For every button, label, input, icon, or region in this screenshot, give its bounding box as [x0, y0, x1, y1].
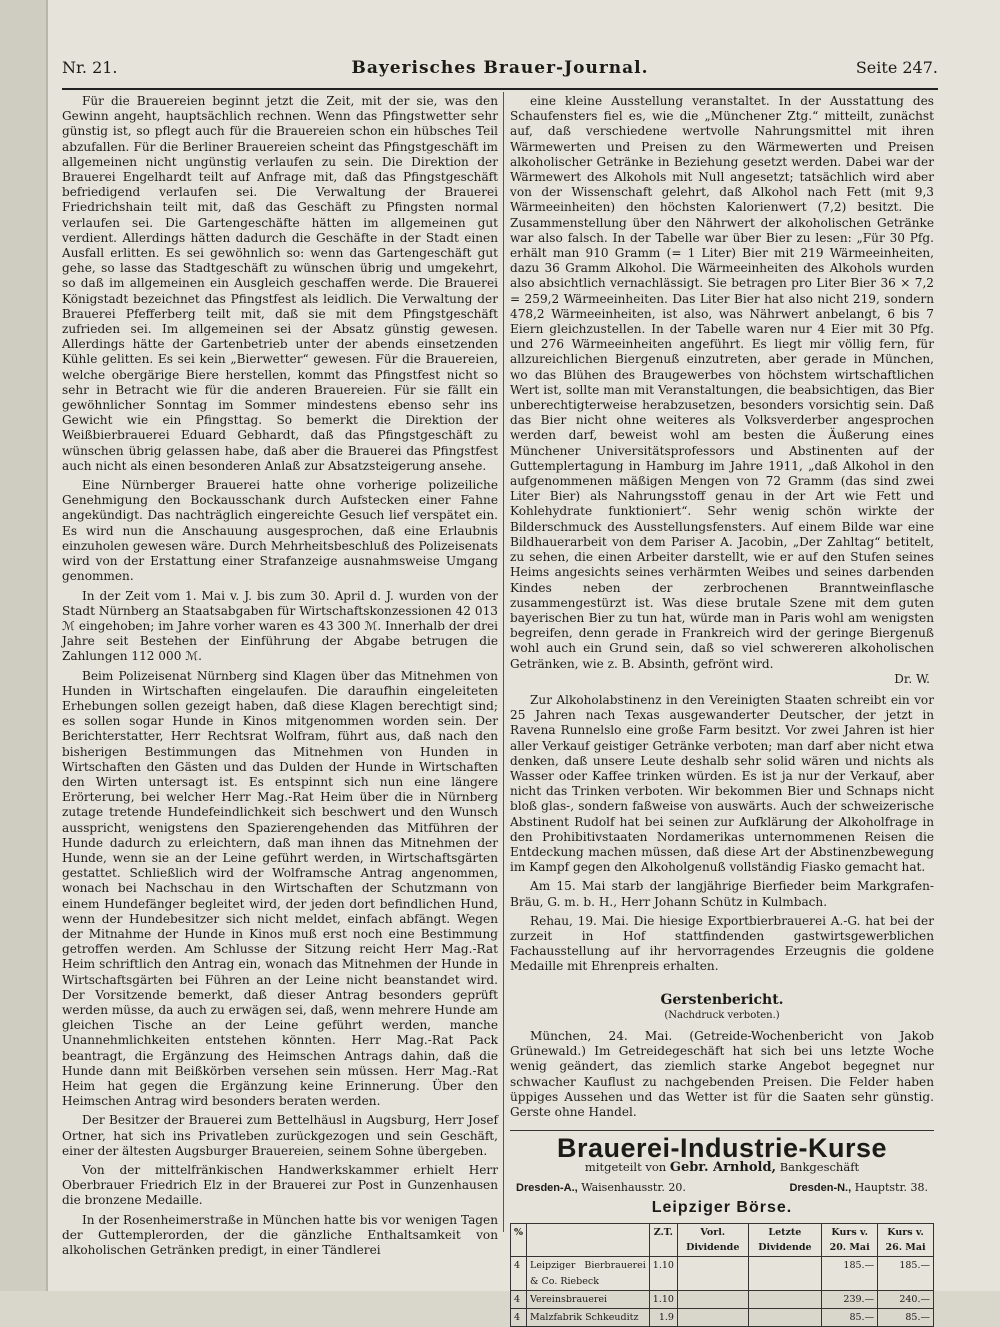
table-row	[511, 1290, 934, 1308]
cell-letzte	[748, 1257, 822, 1290]
cell-vorl	[677, 1290, 748, 1308]
paragraph-dogs-in-taverns: Beim Polizeisenat Nürnberg sind Klagen über das Mitnehmen von Hunden in Wirtschaften eingelaufen. Die daraufhin eingeleiteten Erhebungen sollen gezeigt haben, daß diese Klagen berechtigt sind; es sollen sogar Hunde in Kinos mitgenommen worden sein. Der Berichterstatter, Herr Rechtsrat Wolfram, führt aus, daß nach den bisherigen Bestimmungen das Mitnehmen von Hunden in Wirtschaften den Gästen und das Dulden der Hunde in Wirtschaften den Wirten untersagt ist. Es entspinnt sich nun eine längere Erörterung, bei welcher Herr Mag.-Rat Heim über die in Nürnberg zutage tretende Hundefeindlichkeit sich beschwert und den Wunsch ausspricht, wenigstens den Spazierengehenden das Mitführen der Hunde dadurch zu erleichtern, daß man ihnen das Mitnehmen der Hunde, wenn sie an der Leine geführt werden, in Wirtschaftsgärten gestattet. Schließlich wird der Wolframsche Antrag angenommen, wonach bei Nachschau in den Wirtschaften der Schutzmann von einem Hundefänger begleitet wird, der jeden dort befindlichen Hund, wenn der Hundebesitzer sich nicht meldet, einfach abfängt. Wegen der Mitnahme der Hunde in Kinos muß erst noch eine Bestimmung getroffen werden. Am Schlusse der Sitzung reicht Herr Mag.-Rat Heim schriftlich den Antrag ein, wonach das Mitnehmen der Hunde in Wirtschaftsgärten bei Führen an der Leine nicht beanstandet wird. Der Vorsitzende bemerkt, daß dieser Antrag besonders geprüft werden müsse, da auch zu erwägen sei, daß, wenn mehrere Hunde am gleichen Tische an der Leine geführt werden, manche Unannehmlichkeiten entstehen könnten. Herr Mag.-Rat Pack beantragt, die Ergänzung des Heimschen Antrags dahin, daß die Hunde dann mit Beißkörben versehen sein müssen. Herr Mag.-Rat Heim hat gegen die Ergänzung keine Erinnerung. Über den Heimschen Antrag wird besonders beraten werden.	[62, 668, 498, 1109]
ad-firm-name: Gebr. Arnhold,	[669, 1160, 777, 1176]
issue-number: Nr. 21.	[62, 58, 118, 77]
page-number: Seite 247.	[855, 58, 938, 77]
paragraph-concession-taxes: In der Zeit vom 1. Mai v. J. bis zum 30. April d. J. wurden von der Stadt Nürnberg an Staatsabgaben für Wirtschaftskonzessionen 42 013 ℳ eingehoben; im Jahre vorher waren es 43 300 ℳ. Innerhalb der drei Jahre seit Bestehen der Einführung der Abgabe betrugen die Zahlungen 112 000 ℳ.	[62, 588, 498, 664]
cell-name: Vereinsbrauerei	[527, 1290, 650, 1308]
cell-vorl	[677, 1309, 748, 1327]
paragraph-obituary: Am 15. Mai starb der langjährige Bierfieder beim Markgrafen-Bräu, G. m. b. H., Herr Johann Schütz in Kulmbach.	[510, 879, 934, 909]
header-rule	[62, 88, 938, 90]
col-vorl-dividende: Vorl. Dividende	[677, 1224, 748, 1257]
section-rule	[510, 1130, 934, 1131]
cell-letzte	[748, 1290, 822, 1308]
col-percent: %	[511, 1224, 527, 1257]
ad-city-right: Dresden-N.,	[789, 1181, 852, 1194]
cell-pct: 4	[511, 1257, 527, 1290]
barley-report-subtitle: (Nachdruck verboten.)	[664, 1009, 780, 1021]
barley-report-text: München, 24. Mai. (Getreide-Wochenbericht von Jakob Grünewald.) Im Getreidegeschäft hat sich bei uns letzte Woche wenig geändert, das ziemlich starke Angebot begegnet nur schwacher Kauflust zu nachgebenden Preisen. Die Felder haben üppiges Aussehen und das Wetter ist für die Saaten sehr günstig. Gerste ohne Handel.	[510, 1028, 934, 1119]
ad-title: Brauerei-Industrie-Kurse	[556, 1133, 888, 1164]
ad-firm-suffix: Bankgeschäft	[779, 1160, 860, 1175]
cell-name: Leipziger Bierbrauerei & Co. Riebeck	[527, 1257, 650, 1290]
ad-mitgeteilt: mitgeteilt von	[584, 1160, 667, 1175]
cell-kurs-20: 239.—	[822, 1290, 878, 1308]
ad-city-left: Dresden-A.,	[516, 1181, 578, 1194]
journal-title: Bayerisches Brauer-Journal.	[351, 58, 649, 78]
paragraph-guttempler: In der Rosenheimerstraße in München hatte bis vor wenigen Tagen der Guttemplerorden, der die gänzliche Enthaltsamkeit von alkoholischen Getränken predigt, in einer Tändlerei	[62, 1212, 498, 1258]
cell-zt: 1.10	[649, 1290, 677, 1308]
paragraph-medal-elz: Von der mittelfränkischen Handwerkskammer erhielt Herr Oberbrauer Friedrich Elz in der Brauerei zur Post in Gunzenhausen die bronzene Medaille.	[62, 1163, 498, 1208]
col-zt: Z.T.	[649, 1224, 677, 1257]
cell-vorl	[677, 1257, 748, 1290]
page-binding	[0, 0, 48, 1291]
col-name	[527, 1224, 650, 1257]
barley-report-heading: Gerstenbericht.	[660, 991, 784, 1008]
cell-kurs-20: 185.—	[822, 1257, 878, 1290]
cell-zt: 1.9	[649, 1309, 677, 1327]
paragraph-augsburg-owner: Der Besitzer der Brauerei zum Bettelhäusl in Augsburg, Herr Josef Ortner, hat sich ins Privatleben zurückgezogen und sein Geschäft, einer der ältesten Augsburger Brauereien, seinem Sohne übergeben.	[62, 1113, 498, 1158]
ad-addresses	[510, 1180, 934, 1196]
right-column	[510, 94, 934, 1327]
table-row	[511, 1309, 934, 1327]
ad-street-right: Hauptstr. 38.	[854, 1180, 928, 1194]
cell-pct: 4	[511, 1309, 527, 1327]
author-signature: Dr. W.	[894, 671, 930, 686]
paragraph-abstinence-usa: Zur Alkoholabstinenz in den Vereinigten Staaten schreibt ein vor 25 Jahren nach Texas ausgewanderter Deutscher, der jetzt in Ravena Runnelslo eine große Farm besitzt. Vor zwei Jahren ist hier aller Verkauf geistiger Getränke verboten; man darf aber nicht etwa denken, daß unsere Leute deshalb sehr solid wären und nichts als Wasser oder Kaffee trinken würden. Es ist ja nur der Verkauf, aber nicht das Trinken verboten. Wir bekommen Bier und Schnaps nicht bloß glas-, sondern faßweise von auswärts. Auch der schweizerische Abstinent Rudolf hat bei seinen zur Aufklärung der Alkoholfrage in den Prohibitivstaaten Nordamerikas unternommenen Reisen die Entdeckung machen müssen, daß diese Art der Abstinenzbewegung im Kampf gegen den Alkoholgenuß vollständig Fiasko gemacht hat.	[510, 692, 934, 875]
column-divider	[503, 92, 504, 1232]
quotes-table	[510, 1223, 934, 1327]
ad-exchange-title: Leipziger Börse.	[651, 1198, 793, 1216]
left-column	[62, 94, 498, 1258]
advertisement	[510, 1133, 934, 1327]
col-kurs-26: Kurs v. 26. Mai	[878, 1224, 934, 1257]
cell-zt: 1.10	[649, 1257, 677, 1290]
paragraph-nuremberg-bock: Eine Nürnberger Brauerei hatte ohne vorherige polizeiliche Genehmigung den Bockausschank durch Aufstecken einer Fahne angekündigt. Das nachträglich eingereichte Gesuch lief verspätet ein. Es wird nun die Anschauung ausgesprochen, daß eine Erlaubnis einzuholen gewesen wäre. Durch Mehrheitsbeschluß des Polizeisenats wird von der Erstattung einer Strafanzeige ausnahmsweise Umgang genommen.	[62, 478, 498, 584]
cell-kurs-26: 240.—	[878, 1290, 934, 1308]
paragraph-rehau: Rehau, 19. Mai. Die hiesige Exportbierbrauerei A.-G. hat bei der zurzeit in Hof stattfindenden gastwirtsgewerblichen Fachausstellung auf ihr hervorragendes Erzeugnis die goldene Medaille mit Ehrenpreis erhalten.	[510, 913, 934, 974]
cell-letzte	[748, 1309, 822, 1327]
cell-kurs-26: 185.—	[878, 1257, 934, 1290]
quotes-header-row	[511, 1224, 934, 1257]
ad-address-right	[789, 1180, 928, 1196]
cell-kurs-26: 85.—	[878, 1309, 934, 1327]
paragraph-berlin-pentecost: Für die Brauereien beginnt jetzt die Zeit, mit der sie, was den Gewinn angeht, hauptsächlich rechnen. Wenn das Pfingstwetter sehr günstig ist, so pflegt auch für die Brauereien schon ein hübsches Teil abzufallen. Für die Berliner Brauereien scheint das Pfingstgeschäft im allgemeinen nicht ungünstig verlaufen zu sein. Die Direktion der Brauerei Engelhardt teilt auf Anfrage mit, daß das Pfingstgeschäft befriedigend verlaufen sei. Die Verwaltung der Brauerei Friedrichshain teilt mit, daß das Geschäft zu Pfingsten normal verlaufen sei. Die Gartengeschäfte hätten im allgemeinen gut verdient. Allerdings hätten dadurch die Geschäfte in der Stadt einen Ausfall erlitten. Es sei gewöhnlich so: wenn das Gartengeschäft gut gehe, so lasse das Stadtgeschäft zu wünschen übrig und umgekehrt, so daß im allgemeinen ein Ausgleich geschaffen werde. Die Brauerei Königstadt bezeichnet das Pfingstfest als leidlich. Die Verwaltung der Brauerei Pfefferberg teilt mit, daß sie mit dem Pfingstgeschäft zufrieden sei. Im allgemeinen sei der Absatz günstig gewesen. Allerdings hätte der Gartenbetrieb unter der abends einsetzenden Kühle gelitten. Es sei kein „Bierwetter“ gewesen. Für die Brauereien, welche obergärige Biere herstellen, kommt das Pfingstfest nicht so sehr in Betracht wie für die anderen Brauereien. Für sie fällt ein gewöhnlicher Sonntag im Sommer mindestens ebenso sehr ins Gewicht wie ein Pfingsttag. So bemerkt die Direktion der Weißbierbrauerei Eduard Gebhardt, daß das Pfingstgeschäft zu wünschen übrig gelassen habe, daß aber die Brauerei das Pfingstfest auch nicht als einen besonderen Anlaß zur Absatzsteigerung ansehe.	[62, 94, 498, 473]
cell-kurs-20: 85.—	[822, 1309, 878, 1327]
table-row	[511, 1257, 934, 1290]
col-kurs-20: Kurs v. 20. Mai	[822, 1224, 878, 1257]
cell-pct: 4	[511, 1290, 527, 1308]
page-header	[62, 58, 938, 84]
col-letzte-dividende: Letzte Dividende	[748, 1224, 822, 1257]
ad-street-left: Waisenhausstr. 20.	[581, 1180, 686, 1194]
paragraph-exhibition: eine kleine Ausstellung veranstaltet. In der Ausstattung des Schaufensters fiel es, wie die „Münchener Ztg.“ mitteilt, zunächst auf, daß verschiedene wertvolle Nahrungsmittel mit ihren Wärmewerten und Preisen zu den Wärmewerten und Preisen alkoholischer Getränke in Beziehung gesetzt werden. Dabei war der Wärmewert des Alkohols mit Null angesetzt; tatsächlich wird aber von der Wissenschaft gelehrt, daß Alkohol nach Fett (mit 9,3 Wärmeeinheiten) den höchsten Kalorienwert (7,2) besitzt. Die Zusammenstellung über den Nährwert der alkoholischen Getränke war also falsch. In der Tabelle war über Bier zu lesen: „Für 30 Pfg. erhält man 910 Gramm (= 1 Liter) Bier mit 219 Wärmeeinheiten, dazu 36 Gramm Alkohol. Die Wärmeeinheiten des Alkohols wurden also absichtlich vernachlässigt. Sie betragen pro Liter Bier 36 × 7,2 = 259,2 Wärmeeinheiten. Das Liter Bier hat also nicht 219, sondern 478,2 Wärmeeinheiten, ist also, was Nährwert anbelangt, 6 bis 7 Eiern gleichzustellen. In der Tabelle waren nur 4 Eier mit 30 Pfg. und 276 Wärmeeinheiten angeführt. Es liegt mir völlig fern, für allzureichlichen Biergenuß einzutreten, aber gerade in München, wo das Blühen des Braugewerbes von höchstem wirtschaftlichen Wert ist, sollte man mit Veranstaltungen, die beabsichtigen, das Bier unberechtigterweise herabzusetzen, besonders vorsichtig sein. Daß das Bier nicht ohne weiteres als Volksverderber angesprochen werden darf, beweist wohl am besten die Äußerung eines Münchener Universitätsprofessors und Abstinenten auf der Guttemplertagung in Hamburg im Jahre 1911, „daß Alkohol in den aufgenommenen mäßigen Mengen von 72 Gramm (das sind zwei Liter Bier) als Nahrungsstoff genau in der Art wie Fett und Kohlehydrate funktioniert“. Sehr wenig schön wirkte der Bilderschmuck des Ausstellungsfensters. Auf einem Bilde war eine Bildhauerarbeit von dem Pariser A. Jacobin, „Der Zahltag“ betitelt, zu sehen, die einen Arbeiter darstellt, wie er auf den Stufen seines Heims angesichts seines verhärmten Weibes und seines darbenden Kindes neben der zerbrochenen Branntweinflasche zusammengestürzt ist. Was diese brutale Szene mit dem guten bayerischen Bier zu tun hat, würde man in Paris wohl am wenigsten begreifen, denn gerade in Frankreich wird der geringe Biergenuß wohl auch ein Grund sein, daß so viel schwereren alkoholischen Getränken, wie z. B. Absinth, gefrönt wird.	[510, 94, 934, 671]
cell-name: Malzfabrik Schkeuditz	[527, 1309, 650, 1327]
ad-address-left	[516, 1180, 686, 1196]
